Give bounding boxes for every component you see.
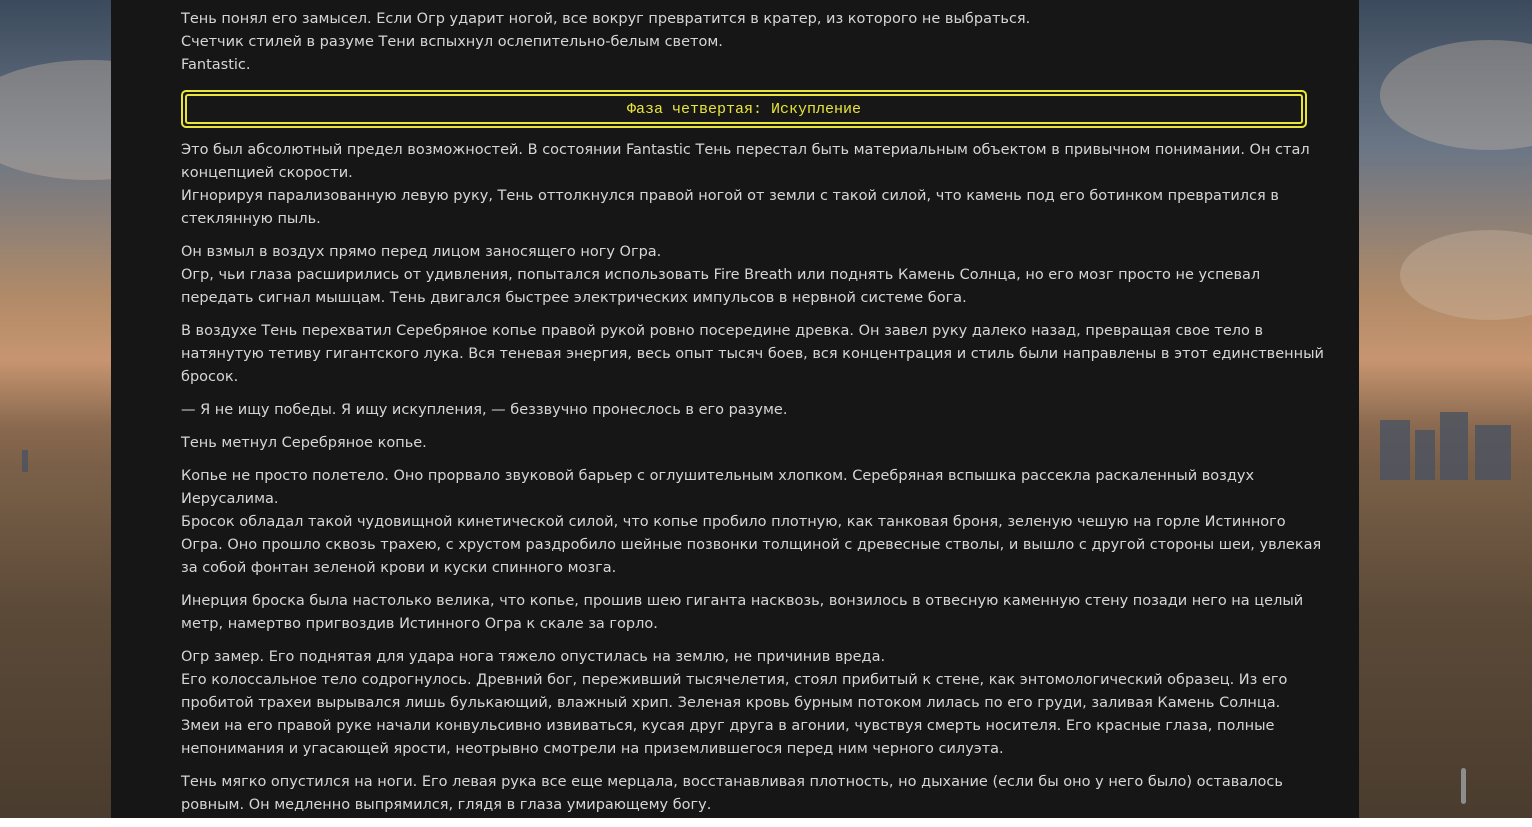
phase-heading-box: [181, 90, 1307, 128]
story-line: бросок.: [181, 369, 239, 385]
background-ruin: [1475, 425, 1511, 480]
story-line: Инерция броска была настолько велика, что копье, прошив шею гиганта насквозь, вонзилось в отвесную каменную стену позади него на целый: [181, 593, 1304, 609]
story-line: Fantastic.: [181, 57, 251, 73]
story-line: Иерусалима.: [181, 491, 279, 507]
phase-heading: Фаза четвертая: Искупление: [185, 94, 1303, 124]
story-line: концепцией скорости.: [181, 165, 353, 181]
story-line: пробитой трахеи вырывался лишь булькающий, влажный хрип. Зеленая кровь бурным потоком лилась по его груди, заливая Камень Солнца.: [181, 695, 1281, 711]
story-paragraph: [181, 646, 1307, 761]
story-line: стеклянную пыль.: [181, 211, 321, 227]
background-ruin: [1380, 420, 1410, 480]
chapter-content: [181, 8, 1324, 827]
story-line: Это был абсолютный предел возможностей. В состоянии Fantastic Тень перестал быть материальным объектом в привычном понимании. Он стал: [181, 142, 1310, 158]
paragraph-list: [181, 139, 1324, 817]
reader-panel: [111, 0, 1359, 818]
story-line: Тень мягко опустился на ноги. Его левая рука все еще мерцала, восстанавливая плотность, но дыхание (если бы оно у него было) оставалось: [181, 774, 1283, 790]
story-paragraph: [181, 590, 1307, 636]
story-paragraph: [181, 8, 1307, 77]
story-line: — Я не ищу победы. Я ищу искупления, — беззвучно пронеслось в его разуме.: [181, 402, 788, 418]
story-line: Тень метнул Серебряное копье.: [181, 435, 427, 451]
background-ruin: [1415, 430, 1435, 480]
story-line: Тень понял его замысел. Если Огр ударит ногой, все вокруг превратится в кратер, из которого не выбраться.: [181, 11, 1031, 27]
story-line: непонимания и угасающей ярости, неотрывно смотрели на приземлившегося перед ним черного силуэта.: [181, 741, 1004, 757]
story-paragraph: [181, 771, 1307, 817]
story-line: Копье не просто полетело. Оно прорвало звуковой барьер с оглушительным хлопком. Серебряная вспышка рассекла раскаленный воздух: [181, 468, 1255, 484]
background-ruin: [22, 450, 28, 472]
story-line: Огр, чьи глаза расширились от удивления, попытался использовать Fire Breath или поднять Камень Солнца, но его мозг просто не успевал: [181, 267, 1261, 283]
story-line: Змеи на его правой руке начали конвульсивно извиваться, кусая друг друга в агонии, чувствуя смерть носителя. Его красные глаза, полные: [181, 718, 1275, 734]
story-line: ровным. Он медленно выпрямился, глядя в глаза умирающему богу.: [181, 797, 712, 813]
story-line: Его колоссальное тело содрогнулось. Древний бог, переживший тысячелетия, стоял прибитый к стене, как энтомологический образец. Из его: [181, 672, 1288, 688]
story-line: Огр замер. Его поднятая для удара нога тяжело опустилась на землю, не причинив вреда.: [181, 649, 886, 665]
scrollbar-thumb[interactable]: [1461, 768, 1466, 804]
story-line: Игнорируя парализованную левую руку, Тень оттолкнулся правой ногой от земли с такой силой, что камень под его ботинком превратился в: [181, 188, 1279, 204]
story-line: натянутую тетиву гигантского лука. Вся теневая энергия, весь опыт тысяч боев, вся концентрация и стиль были направлены в этот единственный: [181, 346, 1324, 362]
story-line: передать сигнал мышцам. Тень двигался быстрее электрических импульсов в нервной системе бога.: [181, 290, 967, 306]
story-paragraph: [181, 320, 1324, 389]
story-paragraph: [181, 241, 1307, 310]
story-line: Он взмыл в воздух прямо перед лицом заносящего ногу Огра.: [181, 244, 662, 260]
story-line: за собой фонтан зеленой крови и куски спинного мозга.: [181, 560, 617, 576]
story-paragraph: [181, 465, 1322, 580]
story-line: Огра. Оно прошло сквозь трахею, с хрустом раздробило шейные позвонки толщиной с древесные стволы, и вышло с другой стороны шеи, увлекая: [181, 537, 1322, 553]
story-paragraph: [181, 139, 1310, 231]
story-paragraph: [181, 432, 1307, 455]
story-paragraph: [181, 399, 1307, 422]
background-cloud: [1380, 40, 1532, 150]
story-line: Бросок обладал такой чудовищной кинетической силой, что копье пробило плотную, как танковая броня, зеленую чешую на горле Истинного: [181, 514, 1286, 530]
story-line: В воздухе Тень перехватил Серебряное копье правой рукой ровно посередине древка. Он завел руку далеко назад, превращая свое тело в: [181, 323, 1264, 339]
background-ruin: [1440, 412, 1468, 480]
story-line: Счетчик стилей в разуме Тени вспыхнул ослепительно-белым светом.: [181, 34, 723, 50]
story-line: метр, намертво пригвоздив Истинного Огра к скале за горло.: [181, 616, 658, 632]
background-cloud: [1400, 230, 1532, 320]
